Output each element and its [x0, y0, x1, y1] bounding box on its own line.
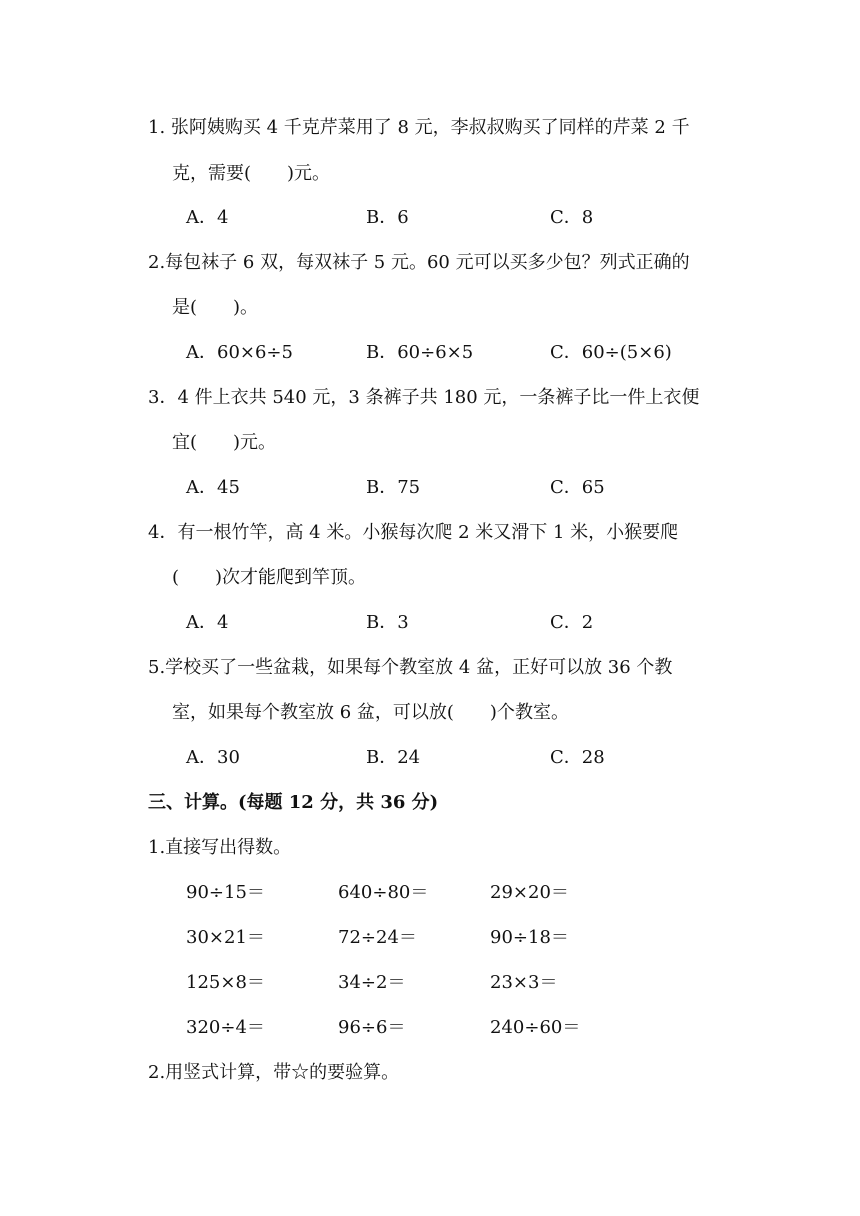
- calc-item: 29×20＝: [490, 882, 569, 903]
- question-2-option-c: C．60÷(5×6): [550, 342, 672, 363]
- question-4-option-c: C．2: [550, 612, 594, 633]
- question-5-option-b: B．24: [366, 747, 421, 768]
- question-3-option-a: A．45: [186, 477, 240, 498]
- calc-item: 30×21＝: [186, 927, 265, 948]
- question-1-option-c: C．8: [550, 207, 594, 228]
- calc-item: 23×3＝: [490, 972, 558, 993]
- question-3-line-2: 宜( )元。: [172, 432, 277, 453]
- question-5-option-c: C．28: [550, 747, 605, 768]
- question-1-option-b: B．6: [366, 207, 409, 228]
- calc-item: 34÷2＝: [338, 972, 406, 993]
- question-1-option-a: A．4: [186, 207, 229, 228]
- question-5-line-2: 室，如果每个教室放 6 盆，可以放( )个教室。: [172, 702, 569, 723]
- calc-item: 240÷60＝: [490, 1017, 581, 1038]
- question-2-line-1: 2.每包袜子 6 双，每双袜子 5 元。60 元可以买多少包？列式正确的: [148, 252, 690, 273]
- calc-item: 90÷15＝: [186, 882, 265, 903]
- question-4-option-a: A．4: [186, 612, 229, 633]
- question-4-line-2: ( )次才能爬到竿顶。: [172, 567, 367, 588]
- section-3-question-1-title: 1.直接写出得数。: [148, 837, 292, 858]
- question-5-option-a: A．30: [186, 747, 240, 768]
- question-4-line-1: 4．有一根竹竿，高 4 米。小猴每次爬 2 米又滑下 1 米，小猴要爬: [148, 522, 679, 543]
- calc-item: 72÷24＝: [338, 927, 417, 948]
- question-1-line-1: 1. 张阿姨购买 4 千克芹菜用了 8 元，李叔叔购买了同样的芹菜 2 千: [148, 117, 690, 138]
- calc-item: 125×8＝: [186, 972, 265, 993]
- section-3-heading: 三、计算。(每题 12 分，共 36 分): [148, 792, 439, 813]
- calc-item: 90÷18＝: [490, 927, 569, 948]
- calc-item: 320÷4＝: [186, 1017, 265, 1038]
- question-1-line-2: 克，需要( )元。: [172, 163, 331, 184]
- question-2-option-b: B．60÷6×5: [366, 342, 474, 363]
- calc-item: 96÷6＝: [338, 1017, 406, 1038]
- question-4-option-b: B．3: [366, 612, 409, 633]
- question-2-option-a: A．60×6÷5: [186, 342, 293, 363]
- question-3-line-1: 3．4 件上衣共 540 元，3 条裤子共 180 元，一条裤子比一件上衣便: [148, 387, 700, 408]
- section-3-question-2-title: 2.用竖式计算，带☆的要验算。: [148, 1062, 400, 1083]
- question-3-option-c: C．65: [550, 477, 605, 498]
- question-3-option-b: B．75: [366, 477, 421, 498]
- question-2-line-2: 是( )。: [172, 297, 259, 318]
- calc-item: 640÷80＝: [338, 882, 429, 903]
- question-5-line-1: 5.学校买了一些盆栽，如果每个教室放 4 盆，正好可以放 36 个教: [148, 657, 673, 678]
